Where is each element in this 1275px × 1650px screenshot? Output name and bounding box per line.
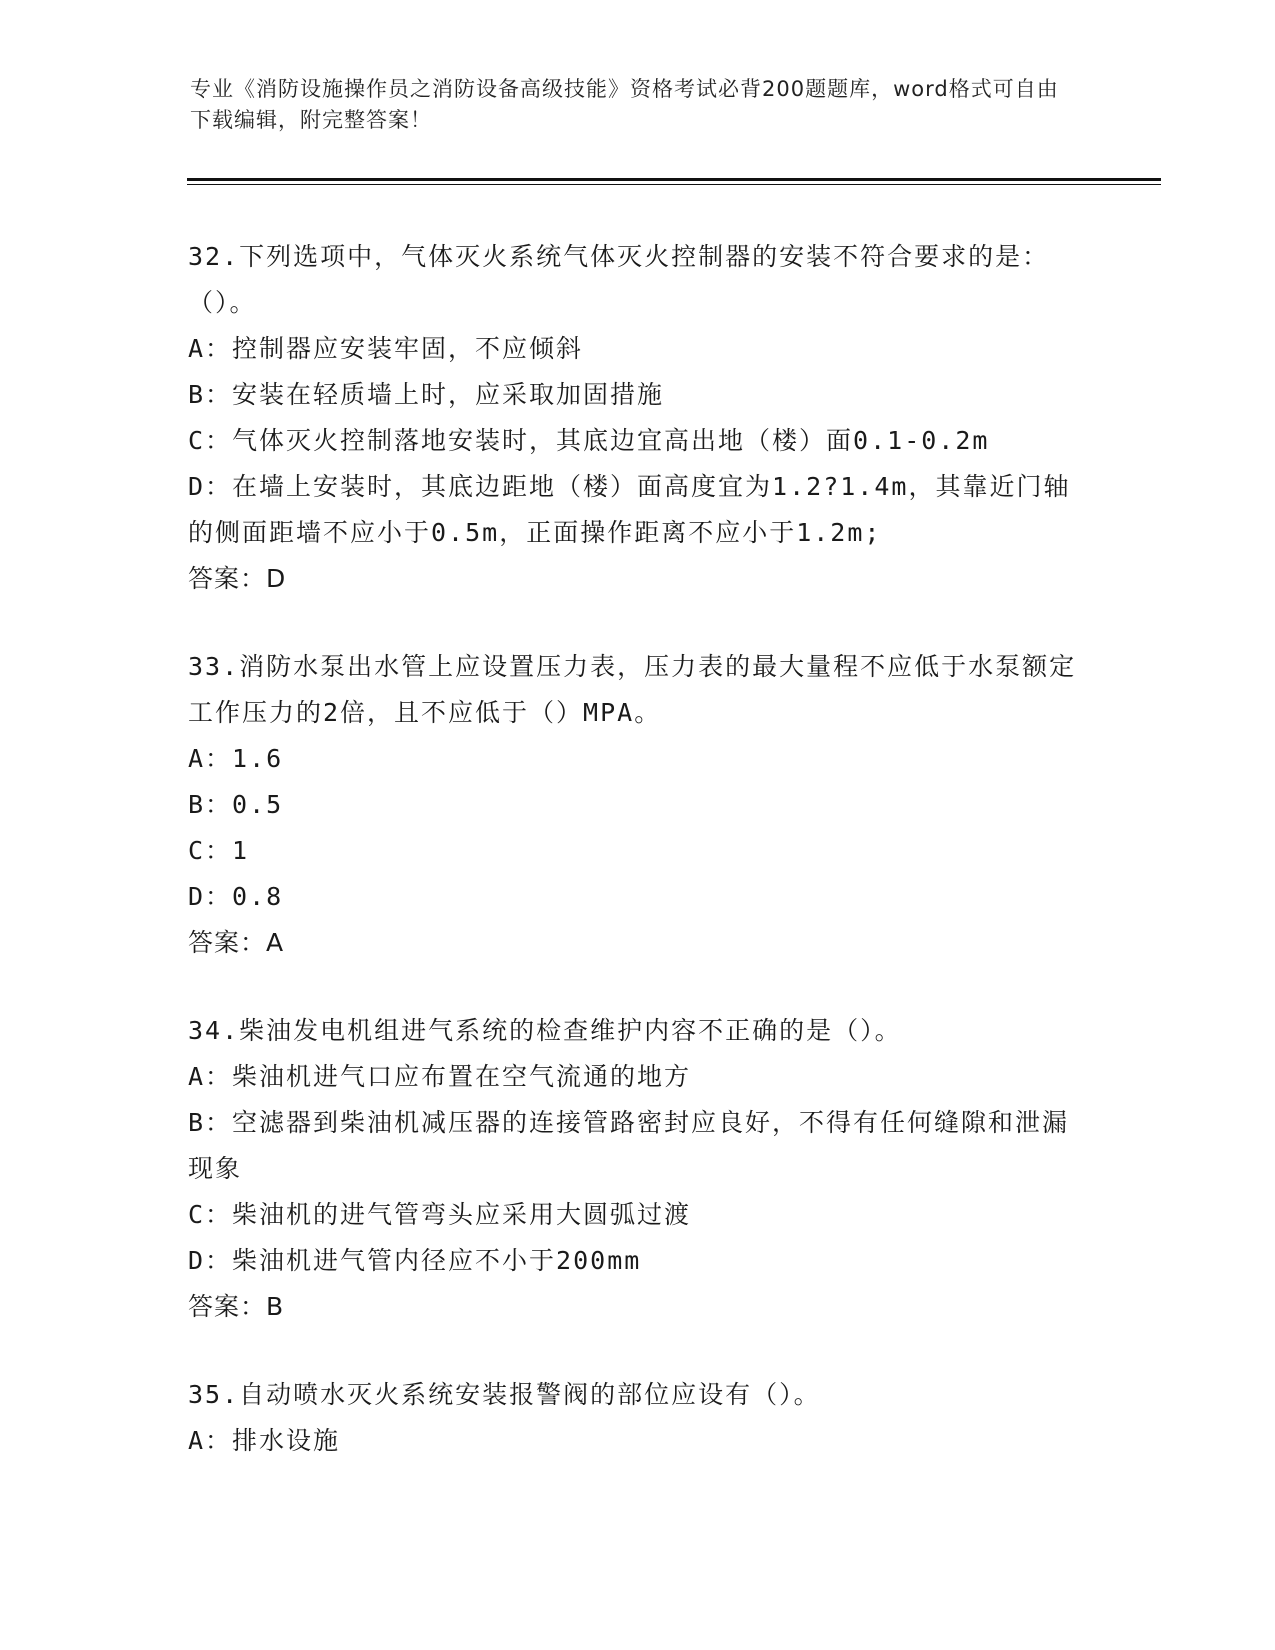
- question-32: [188, 234, 1088, 602]
- option-a: A：排水设施: [188, 1426, 341, 1455]
- answer: 答案：A: [188, 928, 285, 957]
- option-b: B：安装在轻质墙上时，应采取加固措施: [188, 380, 665, 409]
- question-35: [188, 1372, 1088, 1464]
- question-33: [188, 644, 1088, 966]
- option-a: A：柴油机进气口应布置在空气流通的地方: [188, 1062, 692, 1091]
- option-c: C：气体灭火控制落地安装时，其底边宜高出地（楼）面0.1-0.2m: [188, 426, 990, 455]
- question-stem: 32.下列选项中，气体灭火系统气体灭火控制器的安装不符合要求的是：（）。: [188, 242, 1050, 317]
- option-a: A：控制器应安装牢固，不应倾斜: [188, 334, 584, 363]
- header-divider-thin: [187, 184, 1161, 185]
- option-b: B：0.5: [188, 790, 284, 819]
- document-header: 专业《消防设施操作员之消防设备高级技能》资格考试必背200题题库，word格式可自由下载编辑，附完整答案！: [190, 77, 1059, 132]
- header-divider-thick: [187, 178, 1161, 181]
- question-list: [188, 234, 1088, 1506]
- question-stem: 34.柴油发电机组进气系统的检查维护内容不正确的是（）。: [188, 1016, 902, 1045]
- question-stem: 35.自动喷水灭火系统安装报警阀的部位应设有（）。: [188, 1380, 821, 1409]
- question-stem: 33.消防水泵出水管上应设置压力表，压力表的最大量程不应低于水泵额定工作压力的2倍，且不应低于（）MPA。: [188, 652, 1077, 727]
- answer: 答案：D: [188, 564, 287, 593]
- answer: 答案：B: [188, 1292, 285, 1321]
- option-d: D：0.8: [188, 882, 284, 911]
- option-c: C：柴油机的进气管弯头应采用大圆弧过渡: [188, 1200, 692, 1229]
- option-d: D：柴油机进气管内径应不小于200mm: [188, 1246, 642, 1275]
- option-d: D：在墙上安装时，其底边距地（楼）面高度宜为1.2?1.4m，其靠近门轴的侧面距墙不应小于0.5m，正面操作距离不应小于1.2m;: [188, 472, 1071, 547]
- option-c: C：1: [188, 836, 250, 865]
- option-b: B：空滤器到柴油机减压器的连接管路密封应良好，不得有任何缝隙和泄漏现象: [188, 1108, 1070, 1183]
- option-a: A：1.6: [188, 744, 284, 773]
- question-34: [188, 1008, 1088, 1330]
